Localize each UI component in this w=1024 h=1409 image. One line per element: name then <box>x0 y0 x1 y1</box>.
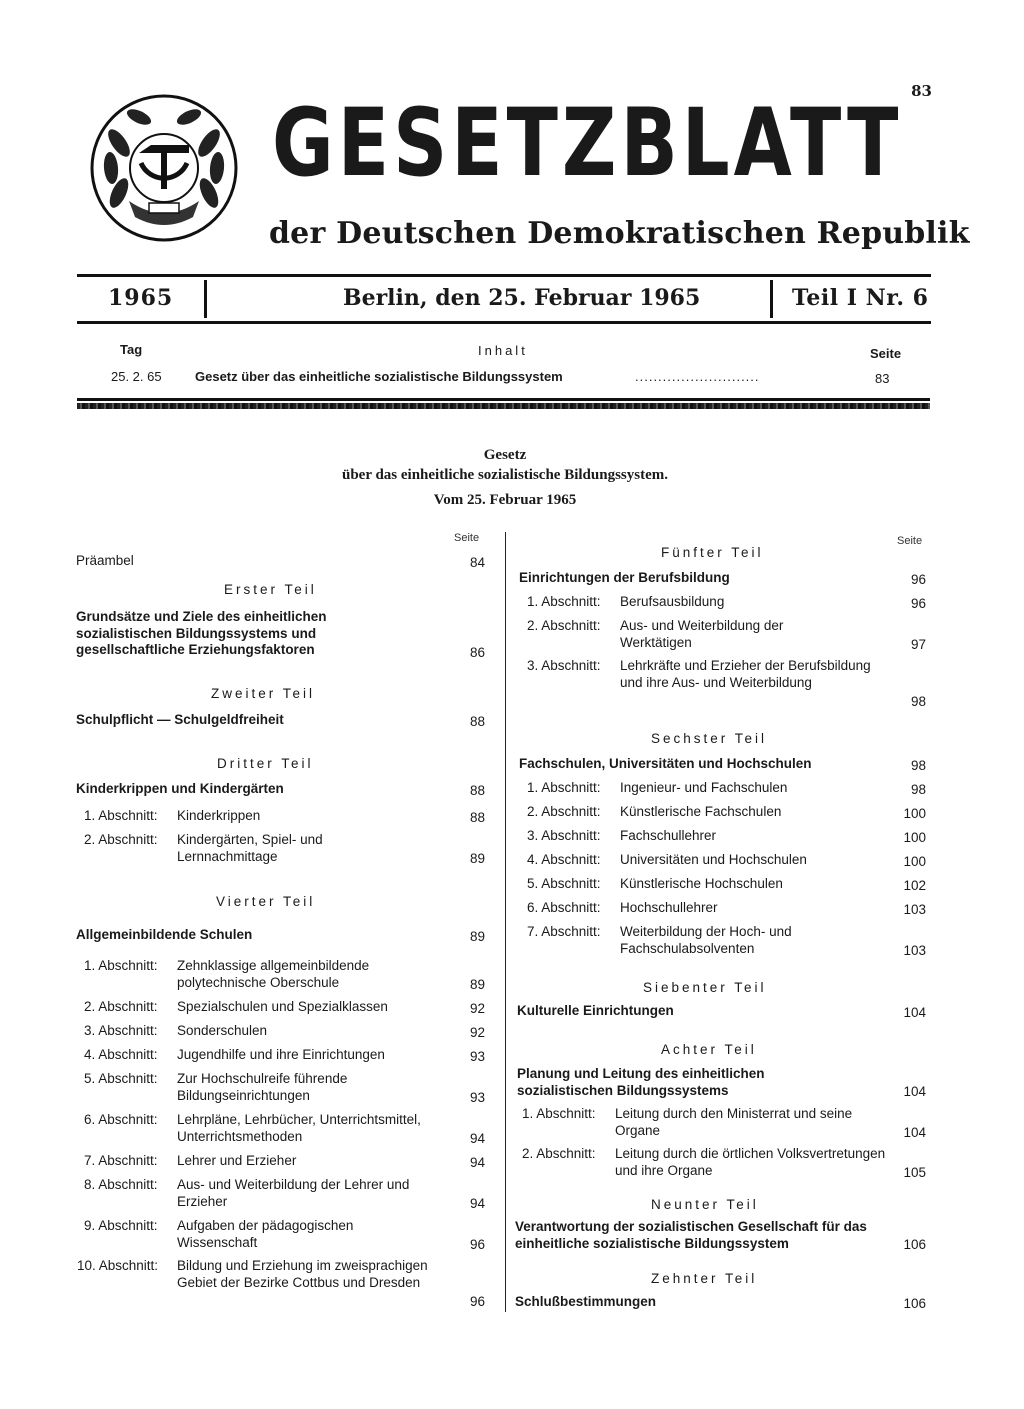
toc-section-title: Spezialschulen und Spezialklassen <box>177 999 388 1014</box>
toc-part-name: Vierter Teil <box>216 894 316 909</box>
toc-section <box>84 999 454 1016</box>
toc-part-name: Sechster Teil <box>651 731 768 746</box>
issue-separator <box>770 280 773 318</box>
toc-section-label: 6. Abschnitt: <box>84 1112 158 1127</box>
toc-section-title: Zehnklassige allgemeinbildende polytechnische Oberschule <box>177 958 370 990</box>
contents-entry-date: 25. 2. 65 <box>111 369 162 384</box>
divider-band <box>77 398 930 401</box>
toc-section <box>84 832 424 865</box>
toc-section-label: 1. Abschnitt: <box>522 1106 596 1121</box>
toc-page-label-left: Seite <box>454 532 480 544</box>
toc-page: 106 <box>903 1237 926 1252</box>
divider-band-pattern <box>77 403 930 409</box>
toc-page: 94 <box>469 1131 485 1146</box>
toc-section <box>84 1177 444 1210</box>
toc-section-title: Berufsausbildung <box>620 594 725 609</box>
toc-page: 103 <box>903 902 926 917</box>
toc-part-title: Verantwortung der sozialistischen Gesellschaft für das einheitliche sozialistische Bildungssystem <box>515 1219 867 1251</box>
toc-section <box>522 1106 894 1139</box>
toc-page: 104 <box>903 1005 926 1020</box>
toc-page: 96 <box>910 572 926 587</box>
toc-page: 98 <box>910 782 926 797</box>
toc-page: 100 <box>903 854 926 869</box>
toc-page: 92 <box>469 1025 485 1040</box>
toc-section-title: Sonderschulen <box>177 1023 268 1038</box>
toc-page: 88 <box>469 810 485 825</box>
toc-section-title: Hochschullehrer <box>620 900 718 915</box>
toc-preamble: Präambel <box>76 553 134 568</box>
toc-section-title: Weiterbildung der Hoch- und Fachschulabsolventen <box>620 924 792 956</box>
toc-page: 89 <box>469 929 485 944</box>
toc-part-name: Achter Teil <box>661 1042 757 1057</box>
toc-page: 97 <box>910 637 926 652</box>
toc-section-label: 1. Abschnitt: <box>527 780 601 795</box>
toc-section <box>527 876 887 893</box>
contents-col-day: Tag <box>120 342 143 357</box>
toc-section-label: 10. Abschnitt: <box>77 1258 159 1273</box>
toc-part-name: Neunter Teil <box>651 1197 759 1212</box>
toc-page: 96 <box>469 1237 485 1252</box>
toc-section-title: Lehrer und Erzieher <box>177 1153 297 1168</box>
toc-section-title: Universitäten und Hochschulen <box>620 852 807 867</box>
toc-section <box>84 1218 414 1251</box>
toc-section-title: Aufgaben der pädagogischen Wissenschaft <box>177 1218 354 1250</box>
toc-section-label: 5. Abschnitt: <box>84 1071 158 1086</box>
masthead-subtitle: der Deutschen Demokratischen Republik <box>269 216 970 251</box>
toc-section-label: 2. Abschnitt: <box>84 999 158 1014</box>
toc-page: 98 <box>910 758 926 773</box>
toc-section <box>84 808 444 825</box>
toc-section-label: 4. Abschnitt: <box>84 1047 158 1062</box>
toc-page: 88 <box>469 714 485 729</box>
toc-section-title: Aus- und Weiterbildung der Lehrer und Erzieher <box>177 1177 410 1209</box>
header-rule-bottom <box>77 321 931 324</box>
toc-part-title: Schlußbestimmungen <box>515 1294 657 1309</box>
contents-entry-title: Gesetz über das einheitliche sozialistische Bildungssystem <box>195 369 563 384</box>
page-number: 83 <box>911 82 932 100</box>
toc-section-label: 2. Abschnitt: <box>527 804 601 819</box>
column-divider <box>505 532 506 1312</box>
toc-part-title: Planung und Leitung des einheitlichen sozialistischen Bildungssystems <box>517 1066 765 1098</box>
toc-page: 84 <box>469 555 485 570</box>
issue-part-number: Teil I Nr. 6 <box>792 285 929 311</box>
toc-part-title: Kinderkrippen und Kindergärten <box>76 781 284 796</box>
toc-section <box>527 594 867 611</box>
toc-section-label: 4. Abschnitt: <box>527 852 601 867</box>
toc-page: 96 <box>910 596 926 611</box>
toc-section-label: 9. Abschnitt: <box>84 1218 158 1233</box>
toc-section-label: 7. Abschnitt: <box>84 1153 158 1168</box>
toc-section-title: Bildung und Erziehung im zweisprachigen Gebiet der Bezirke Cottbus und Dresden <box>177 1258 428 1290</box>
toc-section-label: 1. Abschnitt: <box>84 958 158 973</box>
toc-section-label: 1. Abschnitt: <box>84 808 158 823</box>
toc-section <box>84 1071 414 1104</box>
toc-page: 92 <box>469 1001 485 1016</box>
toc-part-name: Erster Teil <box>224 582 317 597</box>
toc-section-title: Jugendhilfe und ihre Einrichtungen <box>177 1047 385 1062</box>
contents-title: Inhalt <box>478 343 528 358</box>
toc-part-title: Allgemeinbildende Schulen <box>76 927 253 942</box>
toc-section-label: 2. Abschnitt: <box>527 618 601 633</box>
toc-page: 96 <box>469 1294 485 1309</box>
toc-page-label-right: Seite <box>897 535 923 547</box>
toc-section-title: Ingenieur- und Fachschulen <box>620 780 788 795</box>
toc-section-title: Künstlerische Fachschulen <box>620 804 782 819</box>
toc-section-title: Kinderkrippen <box>177 808 261 823</box>
toc-section-title: Zur Hochschulreife führende Bildungseinrichtungen <box>177 1071 348 1103</box>
toc-section-label: 7. Abschnitt: <box>527 924 601 939</box>
toc-section <box>527 618 857 651</box>
toc-page: 93 <box>469 1049 485 1064</box>
toc-part-title: Einrichtungen der Berufsbildung <box>519 570 730 585</box>
toc-section <box>527 828 887 845</box>
toc-page: 93 <box>469 1090 485 1105</box>
toc-section-title: Lehrkräfte und Erzieher der Berufsbildung und ihre Aus- und Weiterbildung <box>620 658 871 690</box>
law-heading: Gesetz <box>483 447 527 463</box>
issue-date: Berlin, den 25. Februar 1965 <box>343 285 701 311</box>
toc-part-title: Schulpflicht — Schulgeldfreiheit <box>76 712 284 727</box>
law-subheading: über das einheitliche sozialistische Bildungssystem. <box>341 467 668 483</box>
toc-section <box>84 1023 444 1040</box>
toc-section-title: Künstlerische Hochschulen <box>620 876 783 891</box>
toc-section <box>84 1047 454 1064</box>
toc-section <box>84 958 434 991</box>
toc-section-title: Leitung durch die örtlichen Volksvertretungen und ihre Organe <box>615 1146 886 1178</box>
toc-section-title: Kindergärten, Spiel- und Lernnachmittage <box>177 832 323 864</box>
toc-page: 88 <box>469 783 485 798</box>
toc-section-label: 2. Abschnitt: <box>522 1146 596 1161</box>
toc-section-title: Lehrpläne, Lehrbücher, Unterrichtsmittel, Unterrichtsmethoden <box>177 1112 421 1144</box>
toc-page: 94 <box>469 1155 485 1170</box>
toc-part-name: Zweiter Teil <box>211 686 316 701</box>
toc-part-name: Dritter Teil <box>217 756 314 771</box>
toc-page: 104 <box>903 1084 926 1099</box>
toc-section <box>84 1112 449 1145</box>
toc-page: 86 <box>469 645 485 660</box>
toc-page: 103 <box>903 943 926 958</box>
toc-page: 100 <box>903 830 926 845</box>
toc-part-title: Fachschulen, Universitäten und Hochschulen <box>519 756 812 771</box>
toc-page: 94 <box>469 1196 485 1211</box>
issue-separator <box>204 280 207 318</box>
toc-section <box>84 1153 444 1170</box>
toc-part-title: Grundsätze und Ziele des einheitlichen sozialistischen Bildungssystems und gesellschaftliche Erziehungsfaktoren <box>76 609 327 657</box>
toc-section <box>527 804 887 821</box>
toc-section-label: 5. Abschnitt: <box>527 876 601 891</box>
toc-part-name: Siebenter Teil <box>643 980 767 995</box>
toc-section-title: Fachschullehrer <box>620 828 717 843</box>
toc-section <box>77 1258 452 1291</box>
toc-section-label: 3. Abschnitt: <box>527 828 601 843</box>
contents-col-page: Seite <box>870 346 902 361</box>
toc-part-title: Kulturelle Einrichtungen <box>517 1003 674 1018</box>
toc-page: 98 <box>910 694 926 709</box>
toc-part-name: Fünfter Teil <box>661 545 764 560</box>
masthead-title: GESETZBLATT <box>272 89 903 198</box>
toc-page: 104 <box>903 1125 926 1140</box>
toc-page: 105 <box>903 1165 926 1180</box>
toc-section <box>527 852 887 869</box>
toc-section-label: 6. Abschnitt: <box>527 900 601 915</box>
toc-page: 102 <box>903 878 926 893</box>
toc-section-label: 3. Abschnitt: <box>84 1023 158 1038</box>
toc-page: 89 <box>469 977 485 992</box>
toc-section <box>527 780 887 797</box>
toc-section-title: Leitung durch den Ministerrat und seine Organe <box>615 1106 853 1138</box>
header-rule-top <box>77 274 931 277</box>
toc-section <box>522 1146 894 1179</box>
state-emblem-icon <box>89 93 239 243</box>
toc-section-label: 8. Abschnitt: <box>84 1177 158 1192</box>
contents-entry-leader: ........................... <box>635 369 760 384</box>
toc-page: 89 <box>469 851 485 866</box>
toc-section-label: 2. Abschnitt: <box>84 832 158 847</box>
toc-section <box>527 658 892 691</box>
toc-section-title: Aus- und Weiterbildung der Werktätigen <box>620 618 784 650</box>
toc-page: 100 <box>903 806 926 821</box>
toc-section <box>527 900 887 917</box>
toc-part-name: Zehnter Teil <box>651 1271 758 1286</box>
law-date: Vom 25. Februar 1965 <box>433 492 577 508</box>
toc-section-label: 3. Abschnitt: <box>527 658 601 673</box>
toc-section <box>527 924 857 957</box>
toc-page: 106 <box>903 1296 926 1311</box>
issue-year: 1965 <box>108 285 174 311</box>
contents-entry-page: 83 <box>875 371 890 386</box>
toc-section-label: 1. Abschnitt: <box>527 594 601 609</box>
